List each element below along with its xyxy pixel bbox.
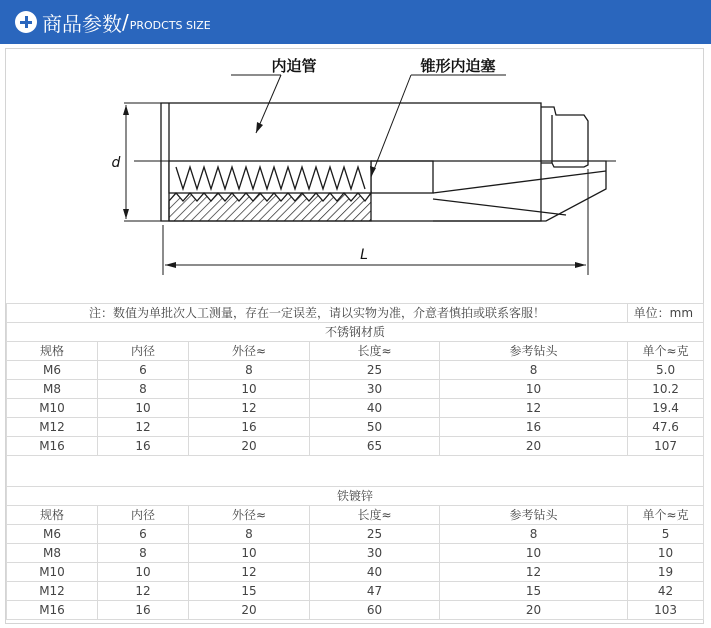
table-cell: 16 xyxy=(189,418,310,437)
column-header: 单个≈克 xyxy=(628,506,704,525)
table-cell: 40 xyxy=(310,399,440,418)
diameter-label: d xyxy=(111,155,121,171)
table-cell: 25 xyxy=(310,361,440,380)
table-cell: M10 xyxy=(7,399,98,418)
table-row xyxy=(7,601,704,620)
table-cell: M12 xyxy=(7,418,98,437)
table-cell: 10 xyxy=(98,399,189,418)
table-cell: 6 xyxy=(98,361,189,380)
table-row xyxy=(7,563,704,582)
table-cell: 12 xyxy=(189,563,310,582)
table-row xyxy=(7,361,704,380)
table-cell: 8 xyxy=(98,380,189,399)
table-cell: 30 xyxy=(310,380,440,399)
table-cell: 16 xyxy=(440,418,628,437)
column-header: 外径≈ xyxy=(189,342,310,361)
material-title: 不锈钢材质 xyxy=(7,323,704,342)
table-cell: 47 xyxy=(310,582,440,601)
section-subtitle: PRODCTS SIZE xyxy=(129,18,211,32)
table-cell: 103 xyxy=(628,601,704,620)
table-cell: 12 xyxy=(440,563,628,582)
table-cell: 12 xyxy=(98,418,189,437)
anchor-technical-drawing xyxy=(6,49,703,303)
table-cell: 19.4 xyxy=(628,399,704,418)
table-cell: 12 xyxy=(98,582,189,601)
table-row xyxy=(7,399,704,418)
length-label: L xyxy=(360,247,368,263)
column-header: 参考钻头 xyxy=(440,506,628,525)
header-row xyxy=(7,342,704,361)
table-cell: 6 xyxy=(98,525,189,544)
product-parameters-panel xyxy=(5,48,704,624)
column-header: 长度≈ xyxy=(310,342,440,361)
table-cell: 15 xyxy=(440,582,628,601)
table-cell: 60 xyxy=(310,601,440,620)
table-cell: 19 xyxy=(628,563,704,582)
table-cell: 8 xyxy=(440,525,628,544)
table-cell: 10 xyxy=(440,380,628,399)
column-header: 参考钻头 xyxy=(440,342,628,361)
material-title: 铁镀锌 xyxy=(7,487,704,506)
table-cell: M12 xyxy=(7,582,98,601)
table-cell: 40 xyxy=(310,563,440,582)
column-header: 规格 xyxy=(7,506,98,525)
table-cell: 5.0 xyxy=(628,361,704,380)
material-row xyxy=(7,487,704,506)
table-cell: 10 xyxy=(189,380,310,399)
table-cell: 12 xyxy=(440,399,628,418)
table-row xyxy=(7,380,704,399)
table-row xyxy=(7,582,704,601)
table-cell: M8 xyxy=(7,380,98,399)
table-row xyxy=(7,544,704,563)
table-cell: 20 xyxy=(189,601,310,620)
table-cell: 8 xyxy=(98,544,189,563)
table-cell: 10 xyxy=(440,544,628,563)
table-cell: 25 xyxy=(310,525,440,544)
title-slash: / xyxy=(122,10,129,34)
column-header: 规格 xyxy=(7,342,98,361)
table-cell: 5 xyxy=(628,525,704,544)
table-cell: 15 xyxy=(189,582,310,601)
table-cell: M8 xyxy=(7,544,98,563)
table-cell: M6 xyxy=(7,361,98,380)
table-row xyxy=(7,525,704,544)
table-cell: 8 xyxy=(189,361,310,380)
size-spec-table xyxy=(6,303,704,620)
inner-tube-label: 内迫管 xyxy=(271,57,317,75)
column-header: 内径 xyxy=(98,506,189,525)
section-spacer xyxy=(7,456,704,487)
table-cell: 10 xyxy=(628,544,704,563)
measurement-note: 注：数值为单批次人工测量，存在一定误差，请以实物为准，介意者慎拍或联系客服！ xyxy=(7,304,628,323)
spacer-cell xyxy=(7,456,704,487)
table-cell: M10 xyxy=(7,563,98,582)
column-header: 单个≈克 xyxy=(628,342,704,361)
column-header: 内径 xyxy=(98,342,189,361)
cone-plug-label: 锥形内迫塞 xyxy=(420,57,496,75)
table-cell: 8 xyxy=(440,361,628,380)
table-cell: 107 xyxy=(628,437,704,456)
table-cell: 30 xyxy=(310,544,440,563)
table-cell: M6 xyxy=(7,525,98,544)
table-cell: 47.6 xyxy=(628,418,704,437)
table-cell: 20 xyxy=(189,437,310,456)
unit-label: 单位：mm xyxy=(628,304,704,323)
table-cell: 50 xyxy=(310,418,440,437)
table-cell: 20 xyxy=(440,437,628,456)
table-cell: 10 xyxy=(189,544,310,563)
table-cell: 10.2 xyxy=(628,380,704,399)
table-cell: M16 xyxy=(7,437,98,456)
table-cell: 42 xyxy=(628,582,704,601)
table-row xyxy=(7,418,704,437)
note-row xyxy=(7,304,704,323)
table-cell: 20 xyxy=(440,601,628,620)
section-title: 商品参数 xyxy=(42,11,122,36)
table-cell: 10 xyxy=(98,563,189,582)
table-cell: 8 xyxy=(189,525,310,544)
section-header xyxy=(0,0,711,44)
table-cell: 16 xyxy=(98,601,189,620)
column-header: 外径≈ xyxy=(189,506,310,525)
header-row xyxy=(7,506,704,525)
table-cell: 12 xyxy=(189,399,310,418)
column-header: 长度≈ xyxy=(310,506,440,525)
table-row xyxy=(7,437,704,456)
table-cell: M16 xyxy=(7,601,98,620)
plus-circle-icon xyxy=(15,11,37,33)
table-cell: 65 xyxy=(310,437,440,456)
material-row xyxy=(7,323,704,342)
table-cell: 16 xyxy=(98,437,189,456)
